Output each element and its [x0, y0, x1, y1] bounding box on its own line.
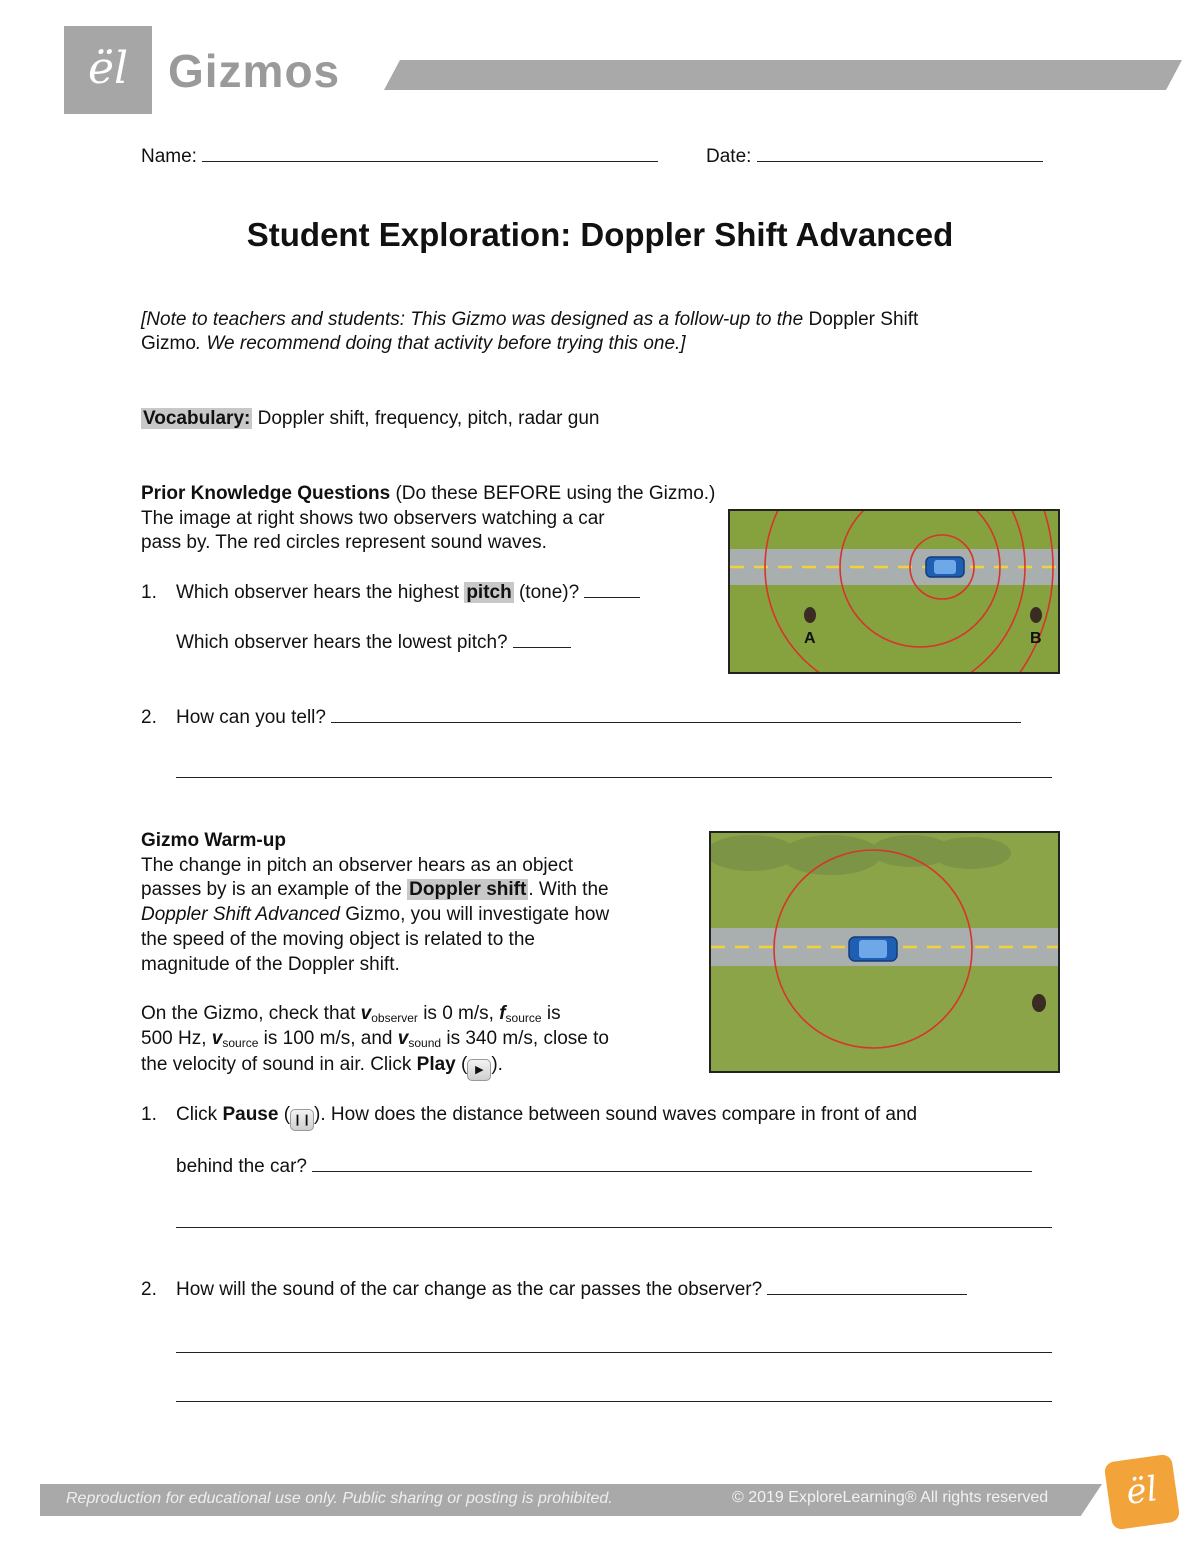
warmup-q2-answer-blank-2-row [176, 1335, 1052, 1353]
warmup-p1-line3: Doppler Shift Advanced Gizmo, you will investigate how [141, 904, 610, 925]
warmup-question-2: 2. How will the sound of the car change as the car passes the observer? [141, 1277, 967, 1302]
page-title: Student Exploration: Doppler Shift Advanced [246, 216, 954, 253]
warmup-p2-line2: 500 Hz, $v_{source}$ is 100 m/s, and $v_{sound}$ is 340 m/s, close to [141, 1028, 609, 1050]
warmup-p1-line4: the speed of the moving object is related to the [141, 929, 535, 950]
doppler-figure-warmup [709, 831, 1060, 1073]
brand-name: Gizmos [168, 45, 341, 97]
prior-question-1b: Which observer hears the lowest pitch? [176, 630, 571, 655]
footer-copyright: © 2019 ExploreLearning® All rights reserved [732, 1489, 1049, 1506]
figure-2-svg [711, 833, 1058, 1071]
date-label: Date: [706, 146, 752, 167]
figure-label-b: B [1030, 630, 1042, 647]
name-blank[interactable] [202, 144, 658, 162]
explorelearning-logo: ël [1104, 1454, 1181, 1531]
figure-label-a: A [804, 630, 816, 647]
header-bar [384, 60, 1182, 90]
note-line-2: Gizmo. We recommend doing that activity before trying this one.] [141, 333, 686, 354]
pause-icon: ❙❙ [290, 1109, 314, 1131]
prior-question-1: 1. Which observer hears the highest pitch (tone)? [141, 580, 640, 605]
prior-heading-row [141, 482, 715, 506]
warmup-q1-answer-blank-1[interactable] [312, 1154, 1032, 1172]
warmup-q2-answer-blank-3-row [176, 1384, 1052, 1402]
warmup-p1-line2: passes by is an example of the Doppler shift . With the [141, 879, 609, 900]
gizmos-logo-mark [64, 26, 152, 114]
name-label: Name: [141, 146, 197, 167]
prior-heading: Prior Knowledge Questions [141, 483, 391, 504]
doppler-figure-observers [728, 509, 1060, 674]
figure-1-svg [730, 511, 1058, 672]
warmup-p1-line5: magnitude of the Doppler shift. [141, 954, 400, 975]
q1b-answer-blank[interactable] [513, 630, 571, 648]
logo-mark-text: ël [87, 43, 129, 94]
warmup-p1-line1: The change in pitch an observer hears as an object [141, 855, 573, 876]
warmup-heading: Gizmo Warm-up [141, 830, 286, 851]
warmup-q1-answer-blank-2-row [176, 1210, 1052, 1228]
warmup-question-1: 1. Click Pause ( ❙❙ ). How does the distance between sound waves compare in front of and [141, 1103, 917, 1131]
q2-answer-blank-2[interactable] [176, 760, 1052, 778]
q2-answer-blank-2-row [176, 760, 1052, 778]
term-pitch: pitch [466, 582, 512, 603]
date-field-row [706, 144, 1043, 169]
warmup-q2-answer-blank-1[interactable] [767, 1277, 967, 1295]
play-icon: ▶ [467, 1059, 491, 1081]
prior-heading-note: (Do these BEFORE using the Gizmo.) [395, 483, 716, 504]
warmup-p2-line3: the velocity of sound in air. Click Play ( ▶ ). [141, 1053, 503, 1081]
vocabulary-label: Vocabulary: [143, 408, 251, 429]
warmup-q2-answer-blank-2[interactable] [176, 1335, 1052, 1353]
vocabulary-terms: Doppler shift, frequency, pitch, radar gun [257, 408, 600, 429]
warmup-q2-answer-blank-3[interactable] [176, 1384, 1052, 1402]
vocabulary [141, 407, 599, 431]
prior-intro-1: The image at right shows two observers watching a car [141, 508, 605, 529]
note-line-1: [Note to teachers and students: This Gizmo was designed as a follow-up to the Doppler Shift [141, 309, 919, 330]
footer-disclaimer: Reproduction for educational use only. Public sharing or posting is prohibited. [66, 1490, 613, 1507]
date-blank[interactable] [757, 144, 1043, 162]
name-field-row [141, 144, 658, 169]
warmup-q1-answer-blank-2[interactable] [176, 1210, 1052, 1228]
warmup-question-1-line2: behind the car? [176, 1154, 1032, 1179]
prior-intro-2: pass by. The red circles represent sound waves. [141, 532, 547, 553]
prior-question-2: 2. How can you tell? [141, 705, 1021, 730]
warmup-p2-line1: On the Gizmo, check that $v_{observer}$ is 0 m/s, $f_{source}$ is [141, 1003, 561, 1025]
q2-answer-blank-1[interactable] [331, 705, 1021, 723]
term-doppler-shift: Doppler shift [409, 879, 527, 900]
q1-answer-blank[interactable] [584, 580, 640, 598]
